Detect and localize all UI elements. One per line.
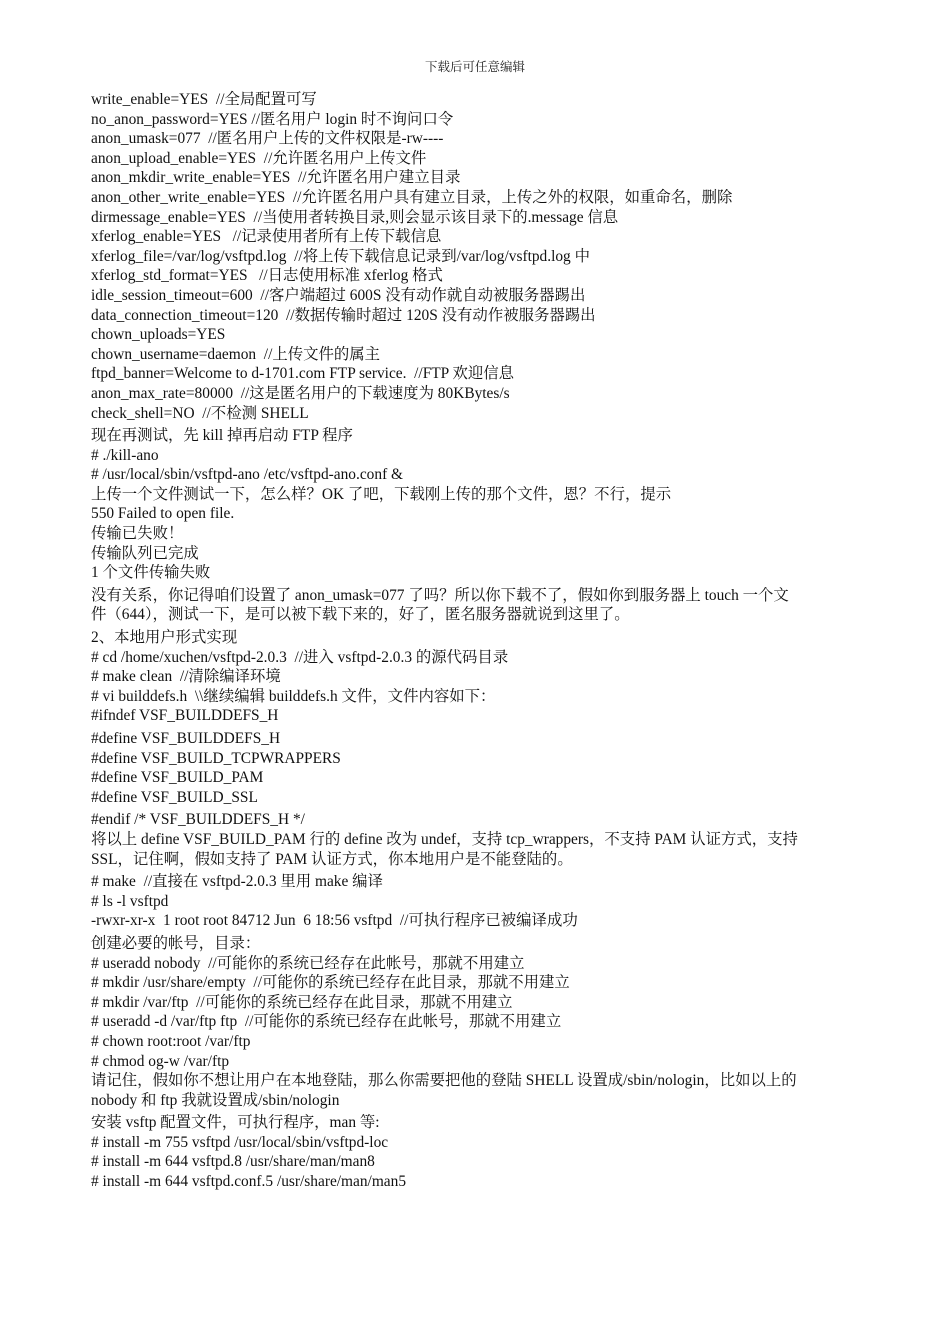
text-line: # chmod og-w /var/ftp bbox=[91, 1052, 230, 1070]
text-line: 没有关系，你记得咱们设置了 anon_umask=077 了吗？所以你下载不了，假如你到服务器上 touch 一个文 bbox=[91, 586, 789, 604]
text-line: # install -m 644 vsftpd.8 /usr/share/man/man8 bbox=[91, 1153, 375, 1171]
text-line: anon_upload_enable=YES //允许匿名用户上传文件 bbox=[91, 149, 427, 167]
text-line: xferlog_file=/var/log/vsftpd.log //将上传下载信息记录到/var/log/vsftpd.log 中 bbox=[91, 247, 590, 265]
text-line: 请记住，假如你不想让用户在本地登陆，那么你需要把他的登陆 SHELL 设置成/sbin/nologin，比如以上的 bbox=[91, 1072, 797, 1090]
paragraph bbox=[91, 90, 866, 423]
text-line: #endif /* VSF_BUILDDEFS_H */ bbox=[91, 811, 305, 829]
text-line: #define VSF_BUILD_PAM bbox=[91, 769, 264, 787]
text-line: 创建必要的帐号，目录： bbox=[91, 934, 261, 952]
text-line: 现在再测试，先 kill 掉再启动 FTP 程序 bbox=[91, 427, 353, 445]
text-line: 2、本地用户形式实现 bbox=[91, 629, 238, 647]
text-line: 上传一个文件测试一下，怎么样？OK 了吧，下载刚上传的那个文件，恩？不行，提示 bbox=[91, 485, 672, 503]
text-line: anon_max_rate=80000 //这是匿名用户的下载速度为 80KBytes/s bbox=[91, 384, 510, 402]
text-line: anon_other_write_enable=YES //允许匿名用户具有建立目录，上传之外的权限，如重命名，删除 bbox=[91, 188, 733, 206]
text-line: chown_uploads=YES bbox=[91, 326, 226, 344]
text-line: # ls -l vsftpd bbox=[91, 892, 169, 910]
text-line: no_anon_password=YES //匿名用户 login 时不询问口令 bbox=[91, 110, 454, 128]
text-line: nobody 和 ftp 我就设置成/sbin/nologin bbox=[91, 1091, 340, 1109]
text-line: data_connection_timeout=120 //数据传输时超过 120S 没有动作被服务器踢出 bbox=[91, 306, 596, 324]
text-line: 安装 vsftp 配置文件，可执行程序，man 等: bbox=[91, 1114, 380, 1132]
text-line: 件（644），测试一下，是可以被下载下来的，好了，匿名服务器就说到这里了。 bbox=[91, 606, 630, 624]
text-line: # mkdir /usr/share/empty //可能你的系统已经存在此目录，那就不用建立 bbox=[91, 974, 570, 992]
text-line: #define VSF_BUILD_TCPWRAPPERS bbox=[91, 749, 341, 767]
text-line: 1 个文件传输失败 bbox=[91, 564, 211, 582]
text-line: # useradd nobody //可能你的系统已经存在此帐号，那就不用建立 bbox=[91, 954, 525, 972]
paragraph bbox=[91, 872, 866, 931]
paragraph bbox=[91, 586, 866, 625]
text-line: anon_umask=077 //匿名用户上传的文件权限是-rw---- bbox=[91, 130, 444, 148]
text-line: 传输队列已完成 bbox=[91, 544, 199, 562]
text-line: xferlog_std_format=YES //日志使用标准 xferlog 格式 bbox=[91, 267, 443, 285]
text-line: #define VSF_BUILD_SSL bbox=[91, 788, 258, 806]
text-line: 550 Failed to open file. bbox=[91, 505, 235, 523]
paragraph bbox=[91, 1113, 866, 1191]
text-line: -rwxr-xr-x 1 root root 84712 Jun 6 18:56 vsftpd //可执行程序已被编译成功 bbox=[91, 912, 578, 930]
text-line: # install -m 644 vsftpd.conf.5 /usr/share/man/man5 bbox=[91, 1173, 407, 1191]
paragraph bbox=[91, 934, 866, 1110]
paragraph bbox=[91, 628, 866, 726]
text-line: # make //直接在 vsftpd-2.0.3 里用 make 编译 bbox=[91, 873, 383, 891]
text-line: anon_mkdir_write_enable=YES //允许匿名用户建立目录 bbox=[91, 169, 461, 187]
text-line: xferlog_enable=YES //记录使用者所有上传下载信息 bbox=[91, 228, 442, 246]
text-line: # mkdir /var/ftp //可能你的系统已经存在此目录，那就不用建立 bbox=[91, 993, 513, 1011]
text-line: dirmessage_enable=YES //当使用者转换目录,则会显示该目录下的.message 信息 bbox=[91, 208, 619, 226]
text-line: # install -m 755 vsftpd /usr/local/sbin/vsftpd-loc bbox=[91, 1133, 389, 1151]
text-line: chown_username=daemon //上传文件的属主 bbox=[91, 345, 381, 363]
text-line: 传输已失败！ bbox=[91, 525, 184, 543]
text-line: # ./kill-ano bbox=[91, 446, 159, 464]
paragraph bbox=[91, 426, 866, 583]
text-line: 将以上 define VSF_BUILD_PAM 行的 define 改为 undef，支持 tcp_wrappers，不支持 PAM 认证方式，支持 bbox=[91, 830, 798, 848]
paragraph bbox=[91, 729, 866, 807]
text-line: #ifndef VSF_BUILDDEFS_H bbox=[91, 707, 279, 725]
text-line: # vi builddefs.h \\继续编辑 builddefs.h 文件，文件内容如下： bbox=[91, 687, 496, 705]
text-line: # chown root:root /var/ftp bbox=[91, 1032, 251, 1050]
text-line: # useradd -d /var/ftp ftp //可能你的系统已经存在此帐号，那就不用建立 bbox=[91, 1013, 562, 1031]
text-line: #define VSF_BUILDDEFS_H bbox=[91, 730, 281, 747]
text-line: check_shell=NO //不检测 SHELL bbox=[91, 404, 309, 422]
paragraph bbox=[91, 810, 866, 869]
text-line: write_enable=YES //全局配置可写 bbox=[91, 91, 317, 108]
text-line: SSL，记住啊，假如支持了 PAM 认证方式，你本地用户是不能登陆的。 bbox=[91, 850, 573, 868]
text-line: # /usr/local/sbin/vsftpd-ano /etc/vsftpd-ano.conf & bbox=[91, 466, 404, 484]
text-line: # make clean //清除编译环境 bbox=[91, 668, 281, 686]
document-body bbox=[91, 90, 866, 1195]
page-header: 下载后可任意编辑 bbox=[424, 60, 525, 74]
text-line: idle_session_timeout=600 //客户端超过 600S 没有动作就自动被服务器踢出 bbox=[91, 286, 586, 304]
text-line: ftpd_banner=Welcome to d-1701.com FTP service. //FTP 欢迎信息 bbox=[91, 365, 515, 383]
text-line: # cd /home/xuchen/vsftpd-2.0.3 //进入 vsftpd-2.0.3 的源代码目录 bbox=[91, 648, 509, 666]
